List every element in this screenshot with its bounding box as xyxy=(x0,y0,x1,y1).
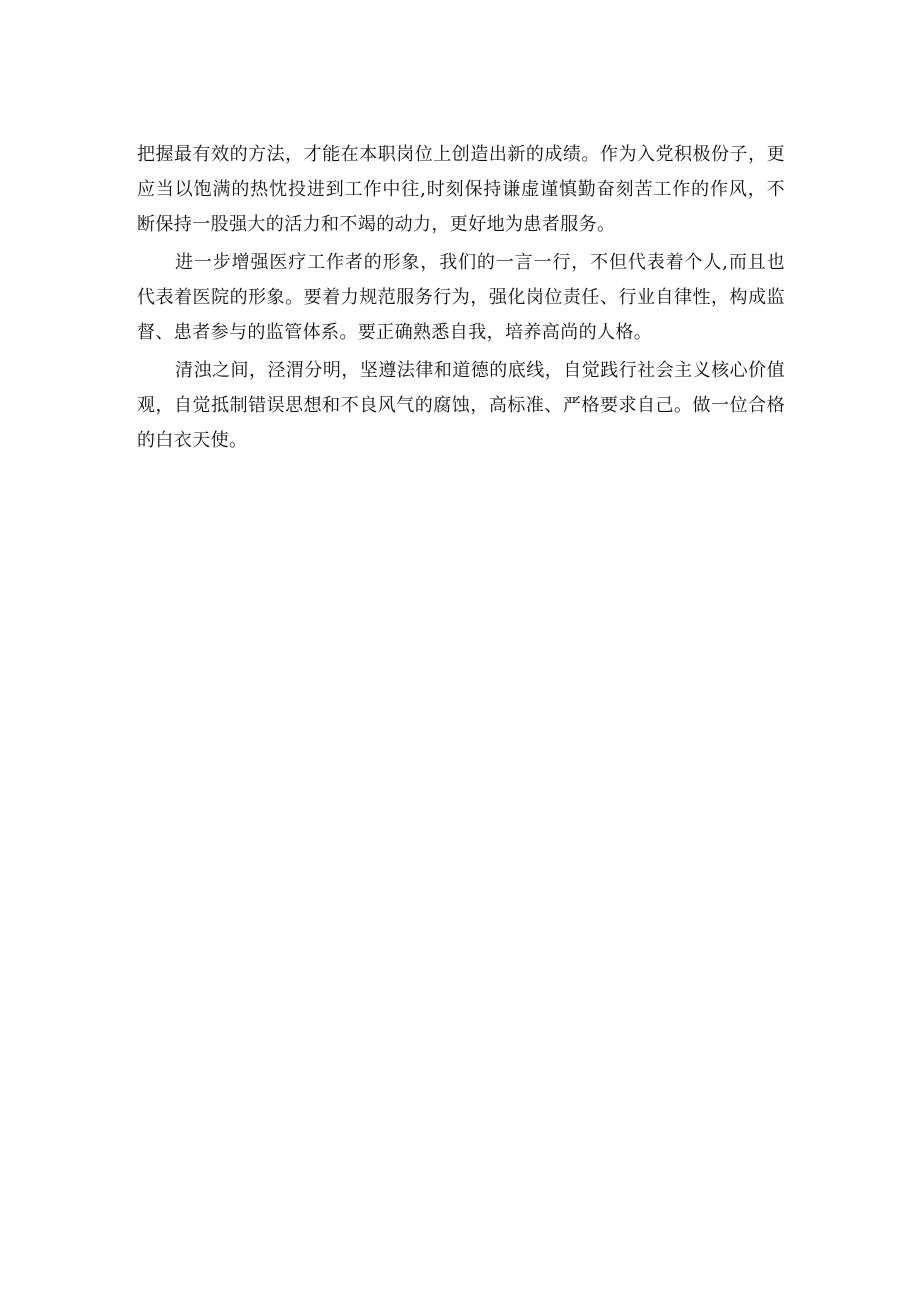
document-body xyxy=(137,137,785,461)
paragraph-2: 进一步增强医疗工作者的形象，我们的一言一行，不但代表着个人,而且也代表着医院的形象。要着力规范服务行为，强化岗位责任、行业自律性，构成监督、患者参与的监管体系。要正确熟悉自我，培养高尚的人格。 xyxy=(137,252,785,343)
paragraph-1: 把握最有效的方法，才能在本职岗位上创造出新的成绩。作为入党积极份子，更应当以饱满的热忱投进到工作中往,时刻保持谦虚谨慎勤奋刻苦工作的作风，不断保持一股强大的活力和不竭的动力，更好地为患者服务。 xyxy=(137,144,785,235)
paragraph-3: 清浊之间，泾渭分明，坚遵法律和道德的底线，自觉践行社会主义核心价值观，自觉抵制错误思想和不良风气的腐蚀，高标准、严格要求自己。做一位合格的白衣天使。 xyxy=(137,360,785,451)
